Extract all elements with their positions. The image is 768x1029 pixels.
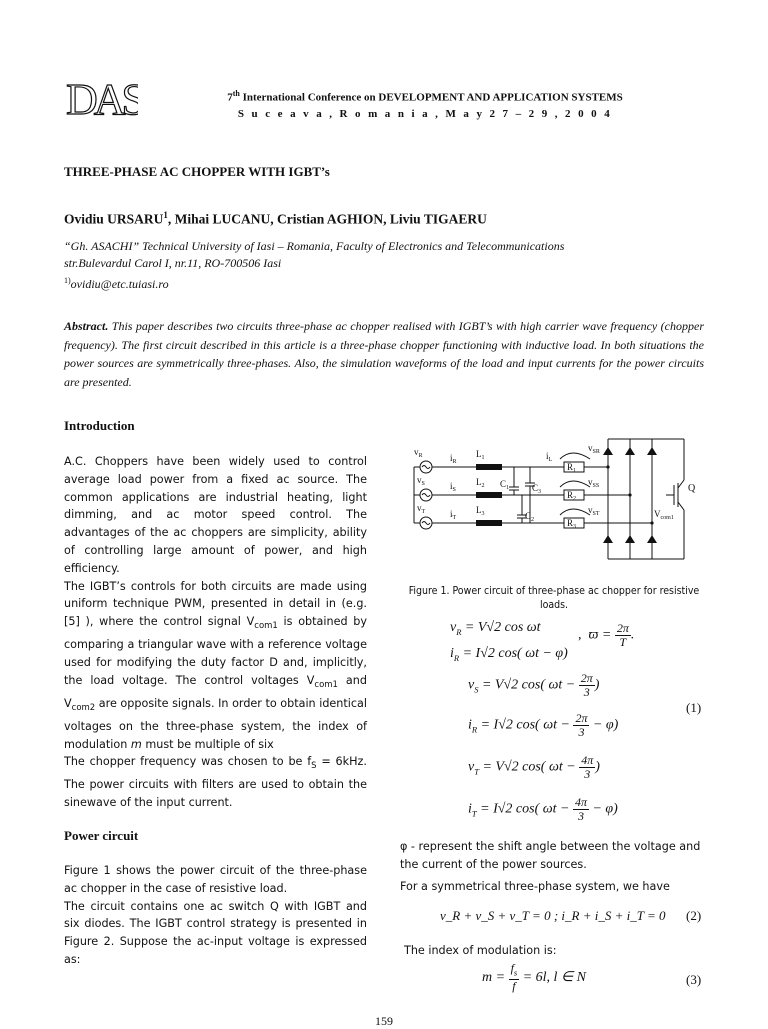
svg-text:R3: $R_3$ [567, 518, 577, 530]
svg-text:vR: $v_R$ [414, 447, 423, 459]
equation-1b: $i_R = I√2$ cos( ωt − φ) [450, 646, 568, 663]
das-logo [64, 72, 138, 122]
svg-text:C2: $C_2$ [525, 511, 535, 523]
equation-1e: $v_T = V√2$ cos( ωt − $\frac{4\pi}{3}$ ) [468, 753, 600, 781]
phi-definition: φ - represent the shift angle between the voltage and the current of the power sources. [400, 840, 701, 871]
paper-title: THREE-PHASE AC CHOPPER WITH IGBT’s [64, 164, 330, 179]
equation-1d: $i_R = I√2$ cos( ωt − $\frac{2\pi}{3}$ − φ) [468, 711, 619, 739]
svg-text:iT: $i_T$ [450, 509, 457, 521]
equation-3-number: (3) [686, 972, 702, 987]
page-number: 159 [375, 1014, 393, 1028]
conference-location: S u c e a v a , R o m a n i a , M a y 2 7 – 2 9 , 2 0 0 4 [237, 107, 613, 120]
email: $^{1)}$ovidiu@etc.tuiasi.ro [64, 276, 169, 291]
svg-text:Q: Q [688, 483, 696, 494]
modulation-index-text: The index of modulation is: [404, 944, 557, 957]
svg-text:vSS: $v_{SS}$ [588, 477, 600, 489]
svg-text:R2: $R_2$ [567, 490, 577, 502]
svg-text:L3: $L_3$ [476, 505, 485, 517]
equation-1-number: (1) [686, 700, 702, 715]
svg-text:iR: $i_R$ [450, 453, 457, 465]
figure-1-circuit [404, 425, 700, 575]
svg-text:iL: $i_L$ [546, 451, 553, 463]
equation-1c: $v_S = V√2$ cos( ωt − $\frac{2\pi}{3}$ ) [468, 671, 600, 699]
abstract: Abstract. This paper describes two circuits three-phase ac chopper realised with IGBT’s with high carrier wave frequency (chopper frequency). The first circuit described in this article is a three-phase chopper functioning with inductive load. In both situations the power sources are symmetrically three-phases. Also, the simulation waveforms of the load and input currents for the power circuits are presented. [64, 319, 704, 389]
power-circuit-body: Figure 1 shows the power circuit of the three-phase ac chopper in the case of resistive load. The circuit contains one ac switch Q with IGBT and six diodes. The IGBT control strategy is presented in Figure 2. Suppose the ac-input voltage is expressed as: [64, 864, 367, 966]
equation-omega: , ϖ = $\frac{2\pi}{T}$ . [578, 621, 635, 649]
equation-2: v_R + v_S + v_T = 0 ; i_R + i_S + i_T = 0 [440, 908, 666, 923]
authors: Ovidiu URSARU$^1$, Mihai LUCANU, Cristian AGHION, Liviu TIGAERU [64, 210, 487, 227]
svg-text:C3: $C_3$ [532, 483, 542, 495]
affiliation: “Gh. ASACHI” Technical University of Iasi – Romania, Faculty of Electronics and Telecommunications str.Bulevardul Carol I, nr.11, RO-700506 Iasi $^{1)}$ovidiu@etc.tuiasi.ro [64, 239, 565, 291]
svg-text:C1: $C_1$ [500, 479, 510, 491]
svg-text:vSR: $v_{SR}$ [588, 443, 600, 455]
svg-text:L2: $L_2$ [476, 477, 485, 489]
power-circuit-heading: Power circuit [64, 828, 139, 843]
logo-lettering: DAS [66, 75, 138, 122]
equation-2-number: (2) [686, 908, 702, 923]
svg-text:Vcom1: $V_{com1}$ [654, 509, 674, 521]
equation-3: m = $\frac{f_s}{f}$ = 6l, l ∈ N [482, 961, 586, 994]
svg-text:L1: $L_1$ [476, 449, 485, 461]
introduction-body: A.C. Choppers have been widely used to control average load power from a fixed ac source. The common applications are industrial heating, light dimming, and ac motor speed control. The advantages of the ac choppers are simplicity, ability of controlling large amount of power, and high efficiency. The IGBT’s controls for both circuits are made using uniform technique PWM, presented in detail in (e.g. [5] ), where the control signal $V_{com1}$ is obtained by comparing a triangular wave with a reference voltage used for modifying the duty factor D and, implicitly, the load voltage. The control voltages $V_{com1}$ and $V_{com2}$ are opposite signals. In order to obtain identical voltages on the three-phase system, the index of modulation m must be multiple of six The chopper frequency was chosen to be $f_S = 6kHz$. The power circuits with filters are used to obtain the sinewave of the input current. [64, 455, 368, 810]
symmetric-system-text: For a symmetrical three-phase system, we have [400, 880, 670, 893]
equation-1f: $i_T = I√2$ cos( ωt − $\frac{4\pi}{3}$ − φ) [468, 795, 618, 823]
svg-text:iS: $i_S$ [450, 481, 456, 493]
conference-header [150, 86, 700, 122]
conference-name: 7th International Conference on DEVELOPMENT AND APPLICATION SYSTEMS [227, 89, 623, 104]
svg-text:vT: $v_T$ [417, 503, 426, 515]
svg-text:vS: $v_S$ [417, 475, 425, 487]
equation-1a: $v_R = V√2$ cos ωt [450, 620, 541, 637]
svg-text:vST: $v_{ST}$ [588, 505, 600, 517]
introduction-heading: Introduction [64, 418, 135, 433]
svg-text:R1: $R_1$ [567, 462, 577, 474]
figure-1-caption: Figure 1. Power circuit of three-phase ac chopper for resistive loads. [408, 585, 700, 611]
